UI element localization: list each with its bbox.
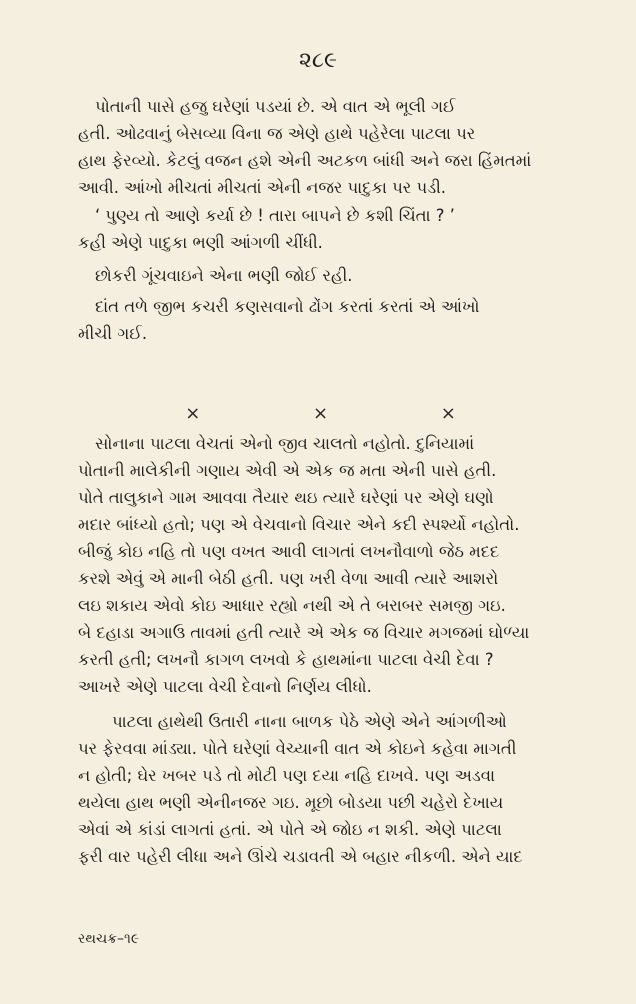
text-line: થયેલા હાથ ભણી એનીનજર ગઇ. મૂછો બોડયા પછી ચહેરો દેખાય xyxy=(78,793,504,812)
text-line: એવાં એ કાંડાં લાગતાં હતાં. એ પોતે એ જોઇ ન શકી. એણે પાટલા xyxy=(78,820,502,839)
text-line: ન હોતી; ઘેર ખબર પડે તો મોટી પણ દયા નહિ દાખવે. પણ અડવા xyxy=(78,766,495,785)
text-line: છોકરી ગૂંચવાઇને એના ભણી જોઈ રહી. xyxy=(95,266,353,285)
footer-signature: રથચક્ર–૧૯ xyxy=(78,931,140,947)
text-line: કહી એણે પાદુકા ભણી આંગળી ચીંધી. xyxy=(78,233,323,252)
page-number: ૨૮૯ xyxy=(298,48,338,73)
text-line: મદાર બાંધ્યો હતો; પણ એ વેચવાનો વિચાર એને કદી સ્પર્શ્યો નહોતો. xyxy=(78,515,520,534)
text-line: આવી. આંખો મીચતાં મીચતાં એની નજર પાદુકા પર પડી. xyxy=(78,178,446,197)
text-line: ‘ પુણ્ય તો આણે કર્યા છે ! તારા બાપને છે કશી ચિંતા ? ’ xyxy=(95,206,455,225)
text-line: પાટલા હાથેથી ઉતારી નાના બાળક પેઠે એણે એને આંગળીઓ xyxy=(112,712,507,731)
text-line: લઇ શકાય એવો કોઇ આધાર રહ્યો નથી એ તે બરાબર સમજી ગઇ. xyxy=(78,596,506,615)
text-line: હતી. ઓઢવાનું બેસવ્યા વિના જ એણે હાથે પહેરેલા પાટલા પર xyxy=(78,124,476,143)
text-line: દાંત તળે જીભ કચરી કણસવાનો ઢોંગ કરતાં કરતાં એ આંખો xyxy=(95,297,480,316)
text-line: બે દહાડા અગાઉ તાવમાં હતી ત્યારે એ એક જ વિચાર મગજમાં ઘોળ્યા xyxy=(78,623,530,642)
text-line: પોતાની માલેકીની ગણાય એવી એ એક જ મતા એની પાસે હતી. xyxy=(78,461,497,480)
section-break-mark: × xyxy=(313,403,329,424)
text-line: ફરી વાર પહેરી લીધા અને ઊંચે ચડાવતી એ બહાર નીકળી. એને યાદ xyxy=(78,847,523,866)
text-line: પર ફેરવવા માંડ્યા. પોતે ઘરેણાં વેચ્યાની વાત એ કોઇને કહેવા માગતી xyxy=(78,739,517,758)
text-line: મીચી ગઈ. xyxy=(78,324,148,343)
text-line: આખરે એણે પાટલા વેચી દેવાનો નિર્ણય લીધો. xyxy=(78,677,372,696)
text-line: કરતી હતી; લખનૌ કાગળ લખવો કે હાથમાંના પાટલા વેચી દેવા ? xyxy=(78,650,494,669)
text-line: સોનાના પાટલા વેચતાં એનો જીવ ચાલતો નહોતો. દુનિયામાં xyxy=(95,434,475,453)
text-line: કરશે એવું એ માની બેઠી હતી. પણ ખરી વેળા આવી ત્યારે આશરો xyxy=(78,569,499,588)
section-break xyxy=(0,404,636,424)
text-line: પોતે તાલુકાને ગામ આવવા તૈયાર થઇ ત્યારે ઘરેણાં પર એણે ઘણો xyxy=(78,488,494,507)
text-line: હાથ ફેરવ્યો. કેટલું વજન હશે એની અટકળ બાંધી અને જરા હિંમતમાં xyxy=(78,151,532,170)
section-break-mark: × xyxy=(440,403,456,424)
section-break-mark: × xyxy=(185,403,201,424)
text-line: બીજું કોઇ નહિ તો પણ વખત આવી લાગતાં લખનૌવાળો જેઠ મદદ xyxy=(78,542,500,561)
text-line: પોતાની પાસે હજુ ઘરેણાં પડયાં છે. એ વાત એ ભૂલી ગઈ xyxy=(95,97,456,116)
